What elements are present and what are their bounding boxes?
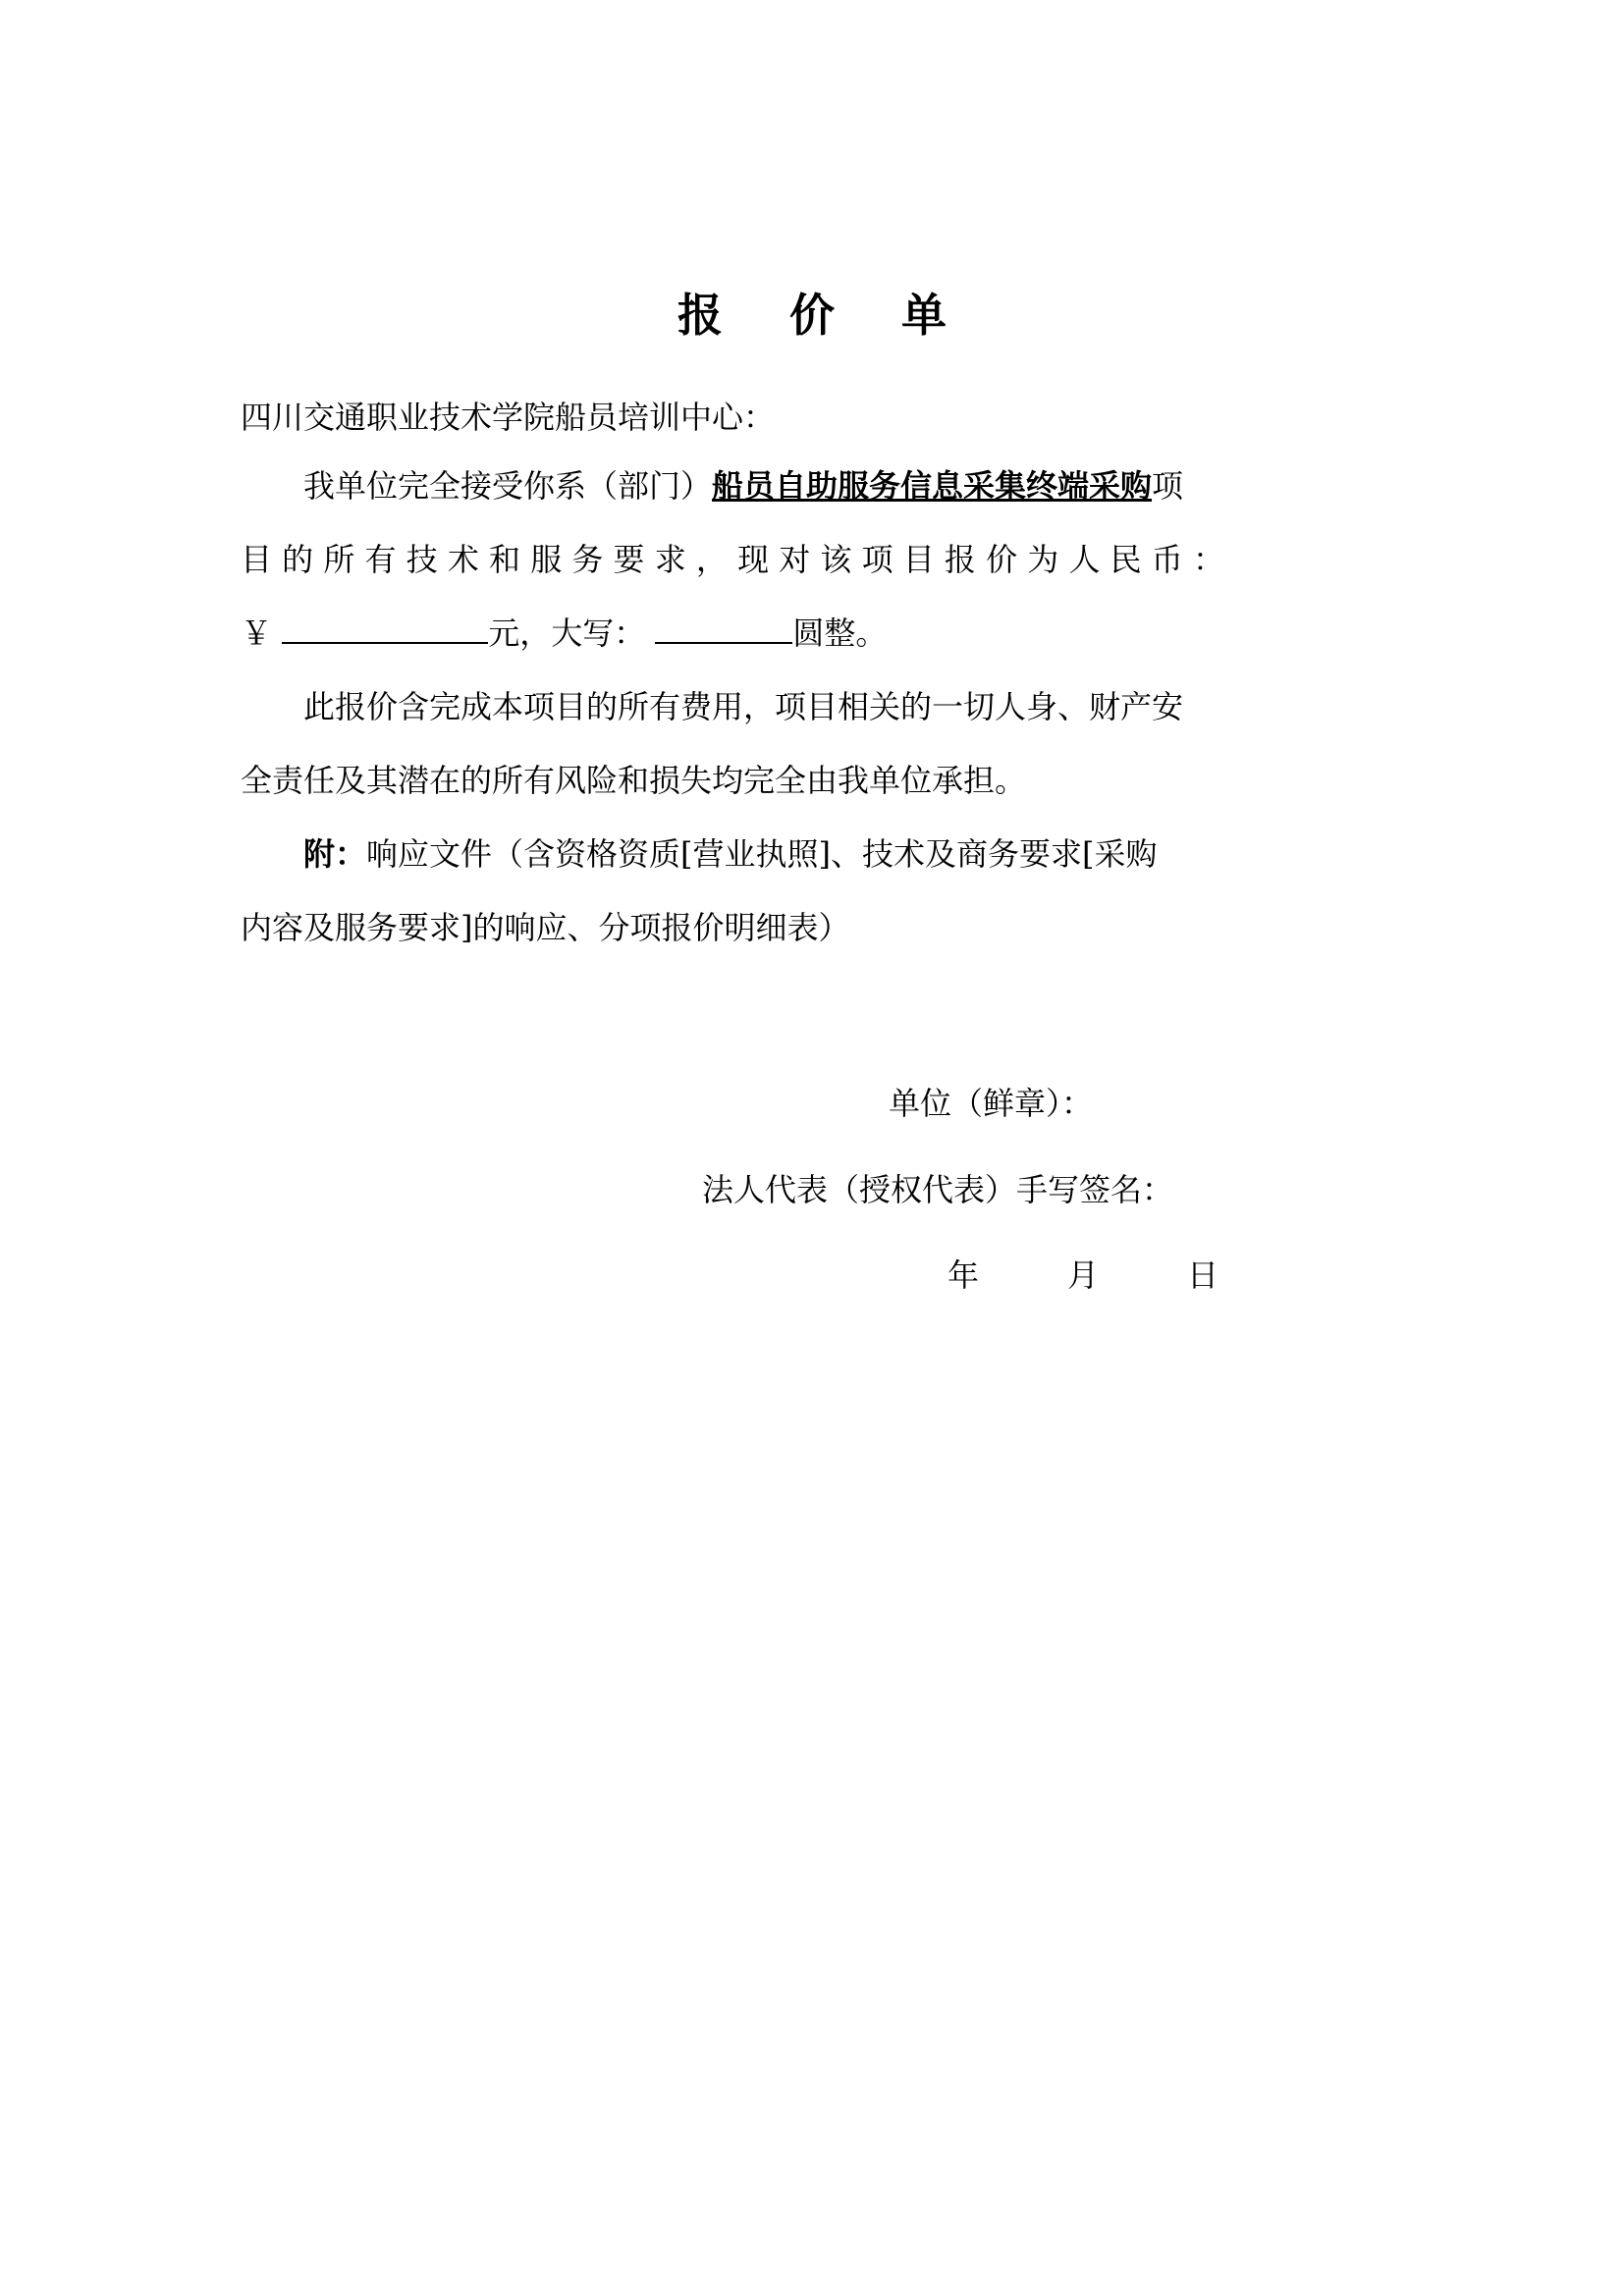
signature-representative-line[interactable]: 法人代表（授权代表）手写签名： bbox=[702, 1171, 1174, 1209]
amount-line bbox=[241, 606, 1383, 662]
cost-statement-line1: 此报价含完成本项目的所有费用，项目相关的一切人身、财产安 bbox=[303, 687, 1184, 725]
project-name: 船员自助服务信息采集终端采购 bbox=[712, 467, 1153, 505]
attachment-line1 bbox=[241, 827, 1383, 882]
amount-numeric-blank[interactable] bbox=[282, 613, 488, 644]
paragraph1-prefix: 我单位完全接受你系（部门） bbox=[303, 467, 713, 505]
quotation-paragraph-line1 bbox=[241, 458, 1383, 514]
addressee-line: 四川交通职业技术学院船员培训中心： bbox=[241, 399, 776, 436]
quotation-paragraph-line2: 目 的 所 有 技 术 和 服 务 要 求 ， 现 对 该 项 目 报 价 为 人 民 币 ： bbox=[241, 540, 1224, 578]
date-day-label: 日 bbox=[1187, 1256, 1219, 1295]
amount-written-blank[interactable] bbox=[655, 613, 792, 644]
attachment-line2: 内容及服务要求]的响应、分项报价明细表） bbox=[241, 908, 850, 946]
date-year-label: 年 bbox=[947, 1256, 980, 1295]
date-month-label: 月 bbox=[1067, 1256, 1100, 1295]
signature-unit-line[interactable]: 单位（鲜章）： bbox=[889, 1084, 1094, 1122]
currency-symbol: ￥ bbox=[241, 614, 273, 652]
cost-statement-line2: 全责任及其潜在的所有风险和损失均完全由我单位承担。 bbox=[241, 761, 1027, 799]
page-title: 报 价 单 bbox=[677, 289, 973, 342]
amount-unit-label: 元，大写： bbox=[488, 614, 646, 652]
attachment-text1: 响应文件（含资格资质[营业执照]、技术及商务要求[采购 bbox=[366, 834, 1158, 873]
attachment-label: 附： bbox=[303, 834, 367, 873]
signature-block bbox=[241, 1074, 1383, 1306]
signature-date-line[interactable] bbox=[241, 1246, 1383, 1306]
amount-suffix-label: 圆整。 bbox=[792, 614, 888, 652]
paragraph1-suffix: 项 bbox=[1152, 467, 1184, 505]
